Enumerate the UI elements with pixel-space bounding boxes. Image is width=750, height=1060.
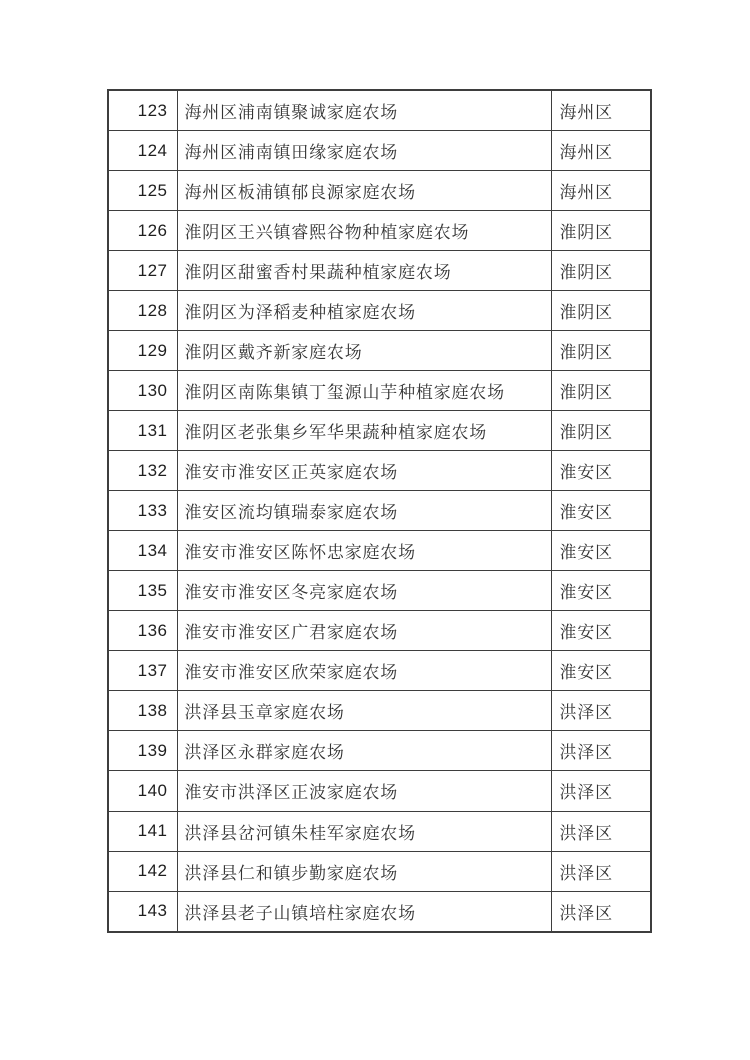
district-cell: 淮阴区 xyxy=(551,411,651,451)
table-row xyxy=(108,771,651,811)
farm-name-cell: 海州区浦南镇田缘家庭农场 xyxy=(177,131,551,171)
farm-name-cell: 淮安市洪泽区正波家庭农场 xyxy=(177,771,551,811)
district-cell: 淮阴区 xyxy=(551,251,651,291)
farm-list-table xyxy=(107,89,652,933)
table-row xyxy=(108,851,651,891)
district-cell: 淮安区 xyxy=(551,651,651,691)
district-cell: 淮安区 xyxy=(551,451,651,491)
table-row xyxy=(108,531,651,571)
table-row xyxy=(108,611,651,651)
row-number-cell: 133 xyxy=(108,491,177,531)
farm-name-cell: 淮安市淮安区冬亮家庭农场 xyxy=(177,571,551,611)
row-number-cell: 139 xyxy=(108,731,177,771)
table-row xyxy=(108,371,651,411)
row-number-cell: 131 xyxy=(108,411,177,451)
row-number-cell: 125 xyxy=(108,171,177,211)
row-number-cell: 135 xyxy=(108,571,177,611)
table-row xyxy=(108,291,651,331)
row-number-cell: 134 xyxy=(108,531,177,571)
farm-name-cell: 淮阴区甜蜜香村果蔬种植家庭农场 xyxy=(177,251,551,291)
farm-name-cell: 洪泽区永群家庭农场 xyxy=(177,731,551,771)
row-number-cell: 128 xyxy=(108,291,177,331)
district-cell: 洪泽区 xyxy=(551,891,651,932)
farm-name-cell: 淮安市淮安区欣荣家庭农场 xyxy=(177,651,551,691)
farm-name-cell: 淮安市淮安区广君家庭农场 xyxy=(177,611,551,651)
district-cell: 淮阴区 xyxy=(551,211,651,251)
row-number-cell: 124 xyxy=(108,131,177,171)
district-cell: 洪泽区 xyxy=(551,851,651,891)
table-row xyxy=(108,651,651,691)
row-number-cell: 129 xyxy=(108,331,177,371)
farm-table-body xyxy=(108,90,651,932)
district-cell: 洪泽区 xyxy=(551,691,651,731)
district-cell: 洪泽区 xyxy=(551,771,651,811)
row-number-cell: 130 xyxy=(108,371,177,411)
table-row xyxy=(108,90,651,131)
table-row xyxy=(108,411,651,451)
farm-name-cell: 洪泽县玉章家庭农场 xyxy=(177,691,551,731)
row-number-cell: 143 xyxy=(108,891,177,932)
table-row xyxy=(108,171,651,211)
table-row xyxy=(108,251,651,291)
farm-name-cell: 淮阴区王兴镇睿熙谷物种植家庭农场 xyxy=(177,211,551,251)
district-cell: 淮安区 xyxy=(551,531,651,571)
row-number-cell: 140 xyxy=(108,771,177,811)
table-row xyxy=(108,691,651,731)
table-row xyxy=(108,731,651,771)
row-number-cell: 123 xyxy=(108,90,177,131)
row-number-cell: 126 xyxy=(108,211,177,251)
farm-name-cell: 淮阴区戴齐新家庭农场 xyxy=(177,331,551,371)
district-cell: 淮阴区 xyxy=(551,291,651,331)
row-number-cell: 141 xyxy=(108,811,177,851)
farm-name-cell: 淮阴区老张集乡军华果蔬种植家庭农场 xyxy=(177,411,551,451)
farm-name-cell: 淮安区流均镇瑞泰家庭农场 xyxy=(177,491,551,531)
district-cell: 海州区 xyxy=(551,90,651,131)
farm-name-cell: 洪泽县岔河镇朱桂军家庭农场 xyxy=(177,811,551,851)
table-row xyxy=(108,331,651,371)
table-row xyxy=(108,131,651,171)
table-row xyxy=(108,891,651,932)
district-cell: 洪泽区 xyxy=(551,811,651,851)
row-number-cell: 132 xyxy=(108,451,177,491)
table-row xyxy=(108,491,651,531)
district-cell: 淮阴区 xyxy=(551,331,651,371)
farm-name-cell: 洪泽县仁和镇步勤家庭农场 xyxy=(177,851,551,891)
district-cell: 洪泽区 xyxy=(551,731,651,771)
farm-name-cell: 淮安市淮安区陈怀忠家庭农场 xyxy=(177,531,551,571)
table-row xyxy=(108,211,651,251)
row-number-cell: 137 xyxy=(108,651,177,691)
district-cell: 淮安区 xyxy=(551,611,651,651)
row-number-cell: 138 xyxy=(108,691,177,731)
district-cell: 海州区 xyxy=(551,171,651,211)
table-row xyxy=(108,811,651,851)
table-row xyxy=(108,451,651,491)
district-cell: 淮阴区 xyxy=(551,371,651,411)
farm-name-cell: 淮安市淮安区正英家庭农场 xyxy=(177,451,551,491)
row-number-cell: 142 xyxy=(108,851,177,891)
farm-name-cell: 淮阴区南陈集镇丁玺源山芋种植家庭农场 xyxy=(177,371,551,411)
farm-name-cell: 淮阴区为泽稻麦种植家庭农场 xyxy=(177,291,551,331)
table-row xyxy=(108,571,651,611)
district-cell: 海州区 xyxy=(551,131,651,171)
farm-name-cell: 海州区浦南镇聚诚家庭农场 xyxy=(177,90,551,131)
district-cell: 淮安区 xyxy=(551,571,651,611)
farm-name-cell: 海州区板浦镇郁良源家庭农场 xyxy=(177,171,551,211)
row-number-cell: 127 xyxy=(108,251,177,291)
farm-name-cell: 洪泽县老子山镇培柱家庭农场 xyxy=(177,891,551,932)
district-cell: 淮安区 xyxy=(551,491,651,531)
row-number-cell: 136 xyxy=(108,611,177,651)
